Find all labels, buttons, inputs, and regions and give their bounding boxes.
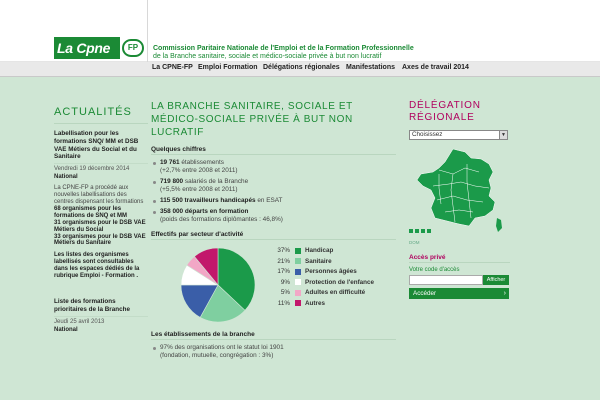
page-title: LA BRANCHE SANITAIRE, SOCIALE ET MÉDICO-SOCIALE PRIVÉE À BUT NON LUCRATIF — [151, 101, 353, 138]
legend-label: Handicap — [305, 247, 334, 254]
divider — [54, 123, 148, 124]
stat-value: 719 800 — [160, 178, 184, 185]
chart-legend — [276, 246, 396, 310]
nav-item-cpne-fp[interactable]: La CPNE-FP — [152, 64, 193, 71]
org-name: Commission Paritaire Nationale de l'Emploi et de la Formation Professionnelle — [153, 45, 414, 52]
legend-value: 17% — [277, 268, 290, 276]
legend-swatch — [295, 258, 301, 264]
dom-label: DOM — [409, 240, 420, 245]
legend-label: Protection de l'enfance — [305, 278, 375, 286]
legend-label: Autres — [305, 299, 325, 307]
news-body — [54, 185, 148, 280]
legend-label: Adultes en difficulté — [305, 289, 366, 297]
nav-item-manifestations[interactable]: Manifestations — [346, 64, 396, 71]
org-subtitle: de la Branche sanitaire, sociale et médico-sociale privée à but non lucratif — [153, 53, 382, 60]
legend-value: 37% — [277, 247, 290, 254]
legend-item — [276, 288, 396, 299]
stat-item — [151, 208, 396, 224]
pie-chart — [151, 244, 396, 328]
region-select[interactable] — [409, 130, 508, 140]
legend-swatch — [295, 279, 301, 285]
stat-text: de la Branche — [206, 178, 249, 185]
legend-value: 9% — [280, 278, 290, 286]
news-heading: ACTUALITÉS — [54, 106, 132, 118]
legend-item — [276, 299, 396, 310]
legend-value: 11% — [277, 299, 290, 307]
stat-item — [151, 197, 396, 205]
main-nav — [0, 62, 600, 77]
stat-item — [151, 159, 396, 175]
nav-item-delegations[interactable]: Délégations régionales — [263, 64, 340, 71]
news-body-item: 31 organismes pour le DSB VAE Métiers du Social — [54, 219, 146, 233]
stat-note: (fondation, mutuelle, congrégation : 3%) — [160, 352, 274, 359]
legend-label: Sanitaire — [305, 257, 332, 265]
legend-item — [276, 257, 396, 268]
access-code-row — [409, 275, 510, 285]
news-body-item: 68 organismes pour les formations de SNQ et MM — [54, 205, 128, 219]
region-column — [409, 100, 510, 299]
show-button[interactable]: Afficher — [483, 275, 509, 285]
news-date: Vendredi 19 décembre 2014 — [54, 163, 148, 173]
stat-note: (poids des formations diplômantes : 46,8%) — [160, 216, 283, 223]
stat-value: 19 761 — [160, 159, 180, 166]
section-title: Effectifs par secteur d'activité — [151, 230, 396, 240]
legend-value: 5% — [280, 289, 290, 297]
legend-swatch — [295, 290, 301, 296]
news-body-item: 33 organismes pour le DSB VAE Métiers du Sanitaire — [54, 233, 146, 247]
legend-swatch — [295, 300, 301, 306]
stat-value: 358 000 départs en formation — [160, 208, 249, 215]
news-title[interactable]: Liste des formations prioritaires de la Branche — [54, 297, 130, 313]
main-content — [151, 100, 396, 363]
news-date: Jeudi 25 avril 2013 — [54, 316, 148, 326]
legend-swatch — [295, 269, 301, 275]
site-header — [0, 0, 600, 62]
legend-item — [276, 246, 396, 257]
legend-value: 21% — [277, 257, 290, 265]
news-category: National — [54, 174, 78, 181]
logo-text: La Cpne — [54, 37, 120, 59]
section-title: Les établissements de la branche — [151, 330, 396, 340]
nav-item-emploi-formation[interactable]: Emploi Formation — [198, 64, 258, 71]
news-category: National — [54, 326, 78, 333]
stat-item — [151, 344, 396, 360]
stat-note: (+5,5% entre 2008 et 2011) — [160, 186, 238, 193]
stat-note: (+2,7% entre 2008 et 2011) — [160, 167, 238, 174]
header-divider — [147, 0, 148, 62]
news-body-intro: La CPNE-FP a procédé aux nouvelles labellisations des centres dispensant les formations — [54, 185, 144, 205]
legend-item — [276, 267, 396, 278]
select-value: Choisissez — [412, 131, 443, 138]
access-button[interactable] — [409, 288, 509, 299]
france-map[interactable] — [409, 146, 509, 238]
legend-label: Personnes âgées — [305, 268, 357, 276]
news-body-item: Les listes des organismes labellisés sont consultables dans les espaces dédiés de la rubrique Emploi - Formation . — [54, 252, 140, 280]
legend-item — [276, 278, 396, 289]
stat-item — [151, 178, 396, 194]
pie-chart-svg — [179, 246, 257, 324]
stat-value: 115 500 travailleurs handicapés — [160, 197, 256, 204]
news-column — [54, 106, 148, 338]
stat-text: en ESAT — [255, 197, 283, 204]
chevron-down-icon: ▼ — [499, 131, 507, 139]
stat-label: salariés — [183, 178, 207, 185]
news-title[interactable]: Labellisation pour les formations SNQ/ MM et DSB VAE Métiers du Social et du Sanitaire — [54, 130, 139, 161]
access-code-input[interactable] — [409, 275, 483, 285]
nav-item-axes-travail[interactable]: Axes de travail 2014 — [402, 64, 469, 71]
logo-badge: FP — [122, 39, 144, 57]
region-heading: DÉLÉGATION RÉGIONALE — [409, 100, 481, 123]
logo[interactable] — [54, 37, 147, 59]
chevron-right-icon: › — [503, 290, 506, 297]
section-title: Quelques chiffres — [151, 145, 396, 155]
corsica[interactable] — [496, 218, 502, 232]
stat-text: 97% des organisations ont le statut loi 1901 — [160, 344, 284, 351]
access-button-label: Accéder — [413, 290, 437, 297]
stat-label: établissements — [179, 159, 224, 166]
legend-swatch — [295, 248, 301, 254]
private-access-title: Accès privé — [409, 253, 510, 263]
access-code-label: Votre code d'accès — [409, 267, 460, 273]
